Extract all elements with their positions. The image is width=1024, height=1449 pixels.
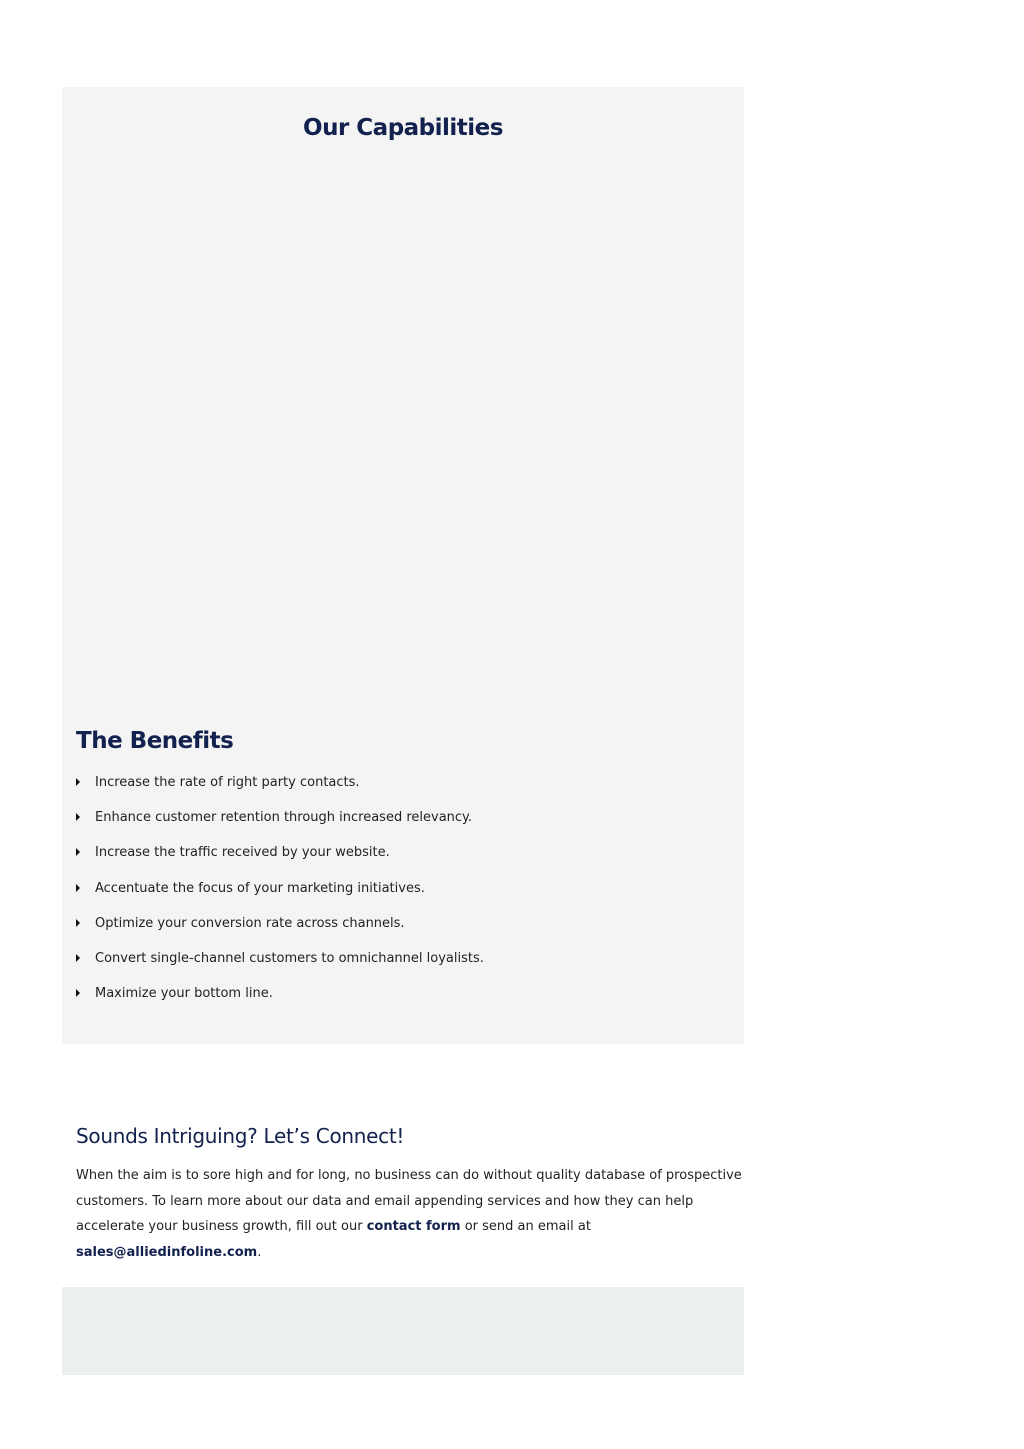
connect-body-text: . (257, 1244, 262, 1260)
caret-right-icon (76, 989, 80, 997)
benefit-item-text: Increase the rate of right party contacts. (95, 775, 360, 790)
capabilities-panel (62, 87, 744, 1044)
benefit-item (76, 808, 484, 843)
benefit-item-text: Accentuate the focus of your marketing initiatives. (95, 880, 425, 896)
contact-form-link[interactable]: contact form (366, 1219, 461, 1234)
caret-right-icon (76, 778, 80, 786)
benefit-item-text: Optimize your conversion rate across channels. (95, 915, 405, 931)
benefit-item-text: Increase the traffic received by your website. (95, 845, 390, 861)
caret-right-icon (76, 884, 80, 892)
caret-right-icon (76, 919, 80, 927)
benefit-item-text: Convert single-channel customers to omnichannel loyalists. (95, 950, 484, 966)
connect-title: Sounds Intriguing? Let’s Connect! (76, 1124, 405, 1148)
sales-email-link[interactable]: sales@alliedinfoline.com (76, 1244, 258, 1260)
benefit-item (76, 843, 484, 878)
benefit-item (76, 984, 484, 1019)
benefit-item-text: Maximize your bottom line. (95, 986, 273, 1002)
connect-body-text: When the aim is to sore high and for long, no business can do without quality database of prospective customers. To learn more about our data and email appending services and how they can help accelerate your business growth, fill out our (76, 1168, 742, 1234)
footer-panel (62, 1287, 744, 1375)
benefits-title: The Benefits (76, 728, 234, 754)
caret-right-icon (76, 954, 80, 962)
benefits-list (76, 773, 484, 1019)
benefit-item (76, 949, 484, 984)
benefit-item (76, 914, 484, 949)
benefit-item-text: Enhance customer retention through increased relevancy. (95, 810, 473, 826)
connect-body (76, 1163, 746, 1265)
caret-right-icon (76, 848, 80, 856)
benefit-item (76, 773, 484, 808)
connect-body-text: or send an email at (460, 1219, 591, 1234)
benefit-item (76, 879, 484, 914)
caret-right-icon (76, 813, 80, 821)
capabilities-title: Our Capabilities (303, 115, 503, 141)
